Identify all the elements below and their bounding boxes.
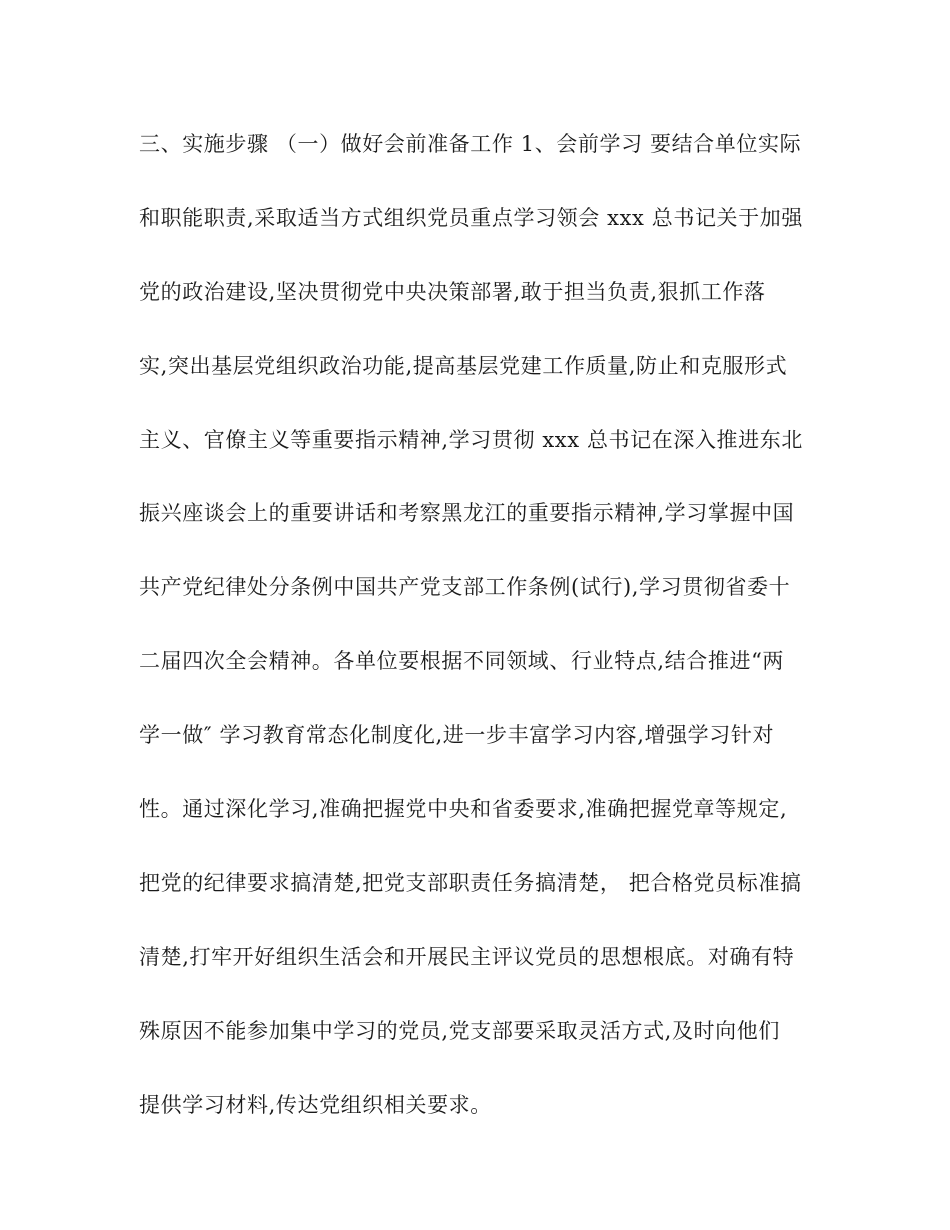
text-line-7: 共产党纪律处分条例中国共产党支部工作条例(试行),学习贯彻省委十 [139,575,791,600]
body-paragraph [139,120,819,1154]
text-line-3: 党的政治建设,坚决贯彻党中央决策部署,敢于担当负责,狠抓工作落 [139,279,766,304]
text-line-8: 二届四次全会精神。各单位要根据不同领域、行业特点,结合推进“两 [139,649,785,674]
text-line-11: 把党的纪律要求搞清楚,把党支部职责任务搞清楚， 把合格党员标准搞 [139,870,802,895]
text-line-6: 振兴座谈会上的重要讲话和考察黑龙江的重要指示精神,学习掌握中国 [139,501,795,526]
text-line-4: 实,突出基层党组织政治功能,提高基层党建工作质量,防止和克服形式 [139,353,788,378]
text-line-9: 学一做″ 学习教育常态化制度化,进一步丰富学习内容,增强学习针对 [139,723,775,748]
text-line-2: 和职能职责,采取适当方式组织党员重点学习领会 xxx 总书记关于加强 [139,205,803,230]
text-line-14: 提供学习材料,传达党组织相关要求。 [139,1092,492,1117]
text-line-12: 清楚,打牢开好组织生活会和开展民主评议党员的思想根底。对确有特 [139,944,795,969]
text-line-10: 性。通过深化学习,准确把握党中央和省委要求,准确把握党章等规定, [139,797,788,822]
text-line-5: 主义、官僚主义等重要指示精神,学习贯彻 xxx 总书记在深入推进东北 [139,427,803,452]
text-line-1: 三、实施步骤 （一）做好会前准备工作 1、会前学习 要结合单位实际 [139,132,802,156]
text-line-13: 殊原因不能参加集中学习的党员,党支部要采取灵活方式,及时向他们 [139,1018,780,1043]
